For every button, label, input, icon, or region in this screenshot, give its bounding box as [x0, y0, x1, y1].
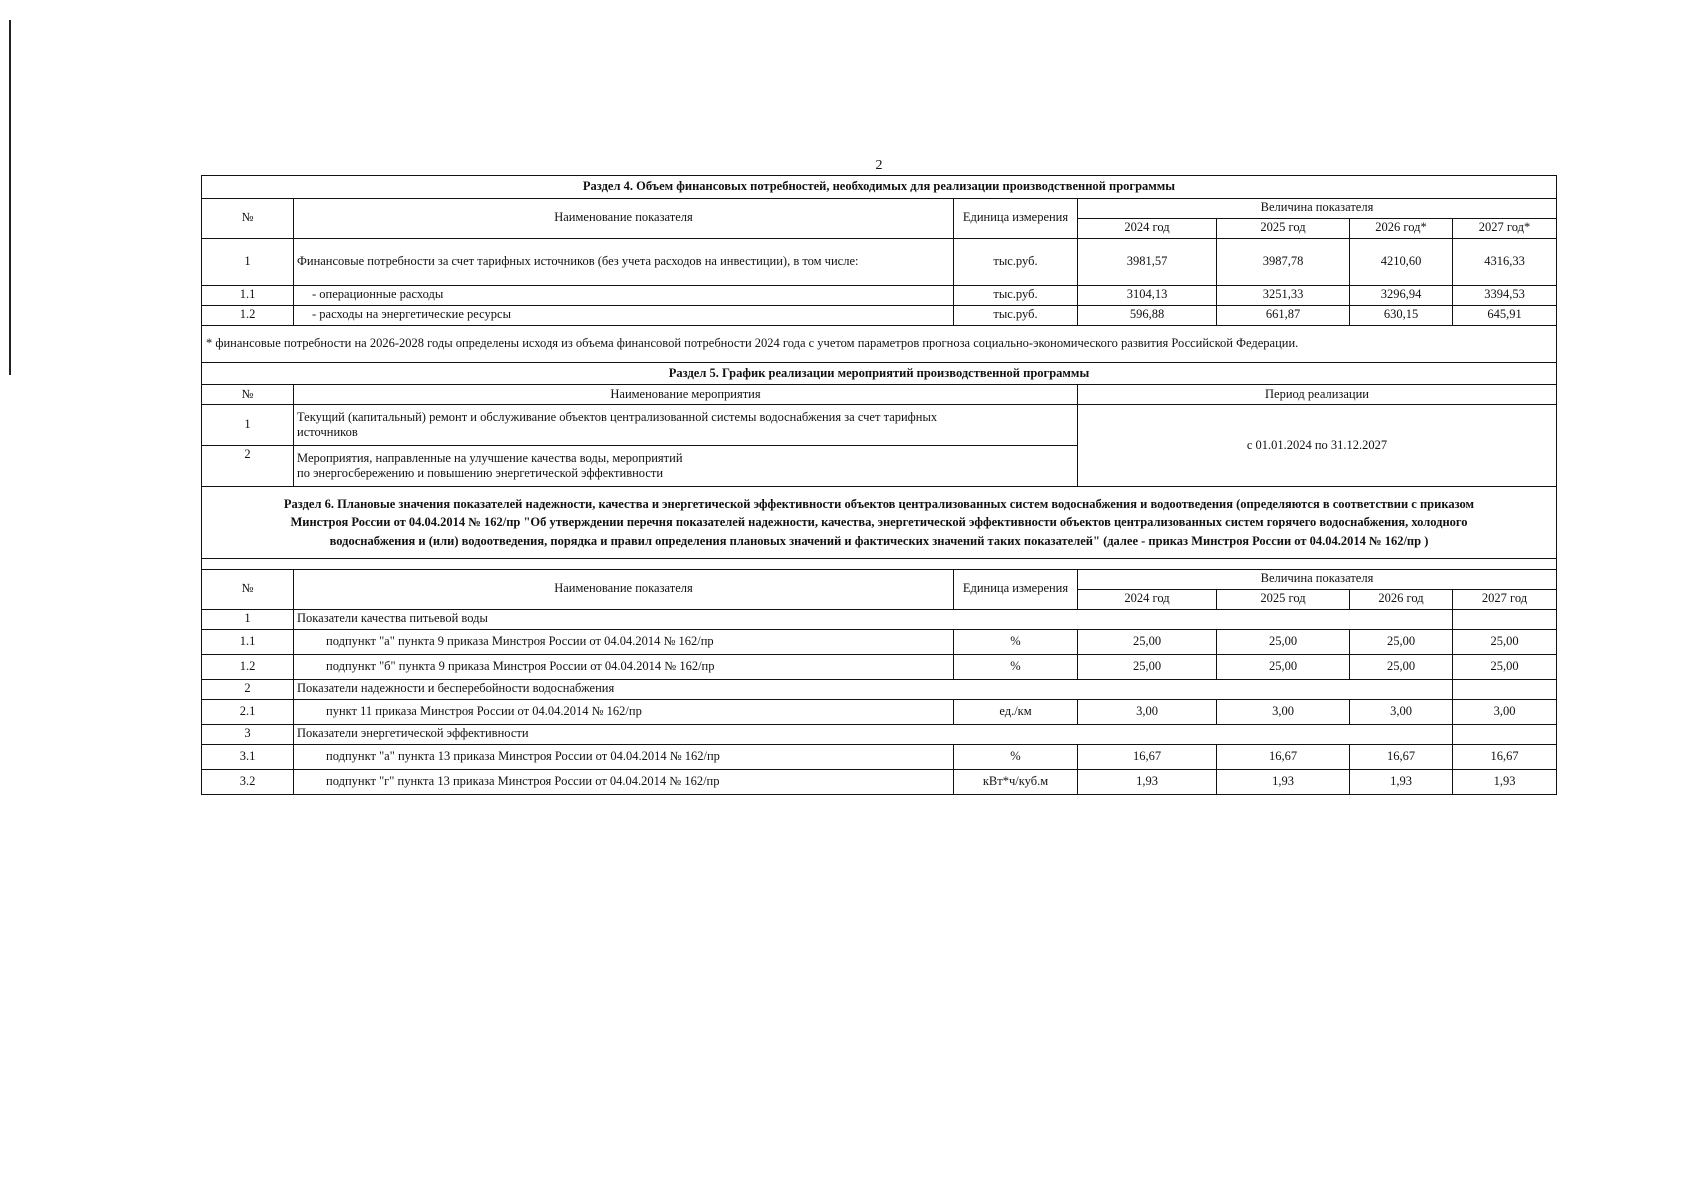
section4-header-row	[202, 198, 1557, 218]
header-year: 2026 год*	[1350, 218, 1453, 238]
table-row	[202, 238, 1557, 285]
header-num: №	[202, 198, 294, 238]
group-row	[202, 679, 1557, 699]
section6-title-line: Минстроя России от 04.04.2014 № 162/пр "Об утверждении перечня показателей надежности, качества, энергетической эффективности объектов централизованных систем горячего водоснабжения, холодного	[290, 515, 1468, 530]
period-value: с 01.01.2024 по 31.12.2027	[1078, 405, 1557, 487]
header-period: Период реализации	[1078, 385, 1557, 405]
row-value: 1,93	[1078, 769, 1217, 794]
spacer	[202, 558, 1557, 569]
header-num: №	[202, 569, 294, 609]
header-year: 2025 год	[1217, 589, 1350, 609]
header-year: 2026 год	[1350, 589, 1453, 609]
activity-name	[294, 446, 1078, 487]
header-num: №	[202, 385, 294, 405]
row-num: 1.2	[202, 305, 294, 325]
row-value: 4316,33	[1453, 238, 1557, 285]
header-name: Наименование показателя	[294, 198, 954, 238]
row-value: 3,00	[1078, 699, 1217, 724]
header-activity: Наименование мероприятия	[294, 385, 1078, 405]
row-value: 25,00	[1217, 629, 1350, 654]
page-number: 2	[875, 158, 883, 173]
header-value: Величина показателя	[1078, 569, 1557, 589]
table-row	[202, 629, 1557, 654]
row-value: 25,00	[1078, 629, 1217, 654]
table-row	[202, 769, 1557, 794]
row-num: 1.1	[202, 285, 294, 305]
header-unit: Единица измерения	[954, 569, 1078, 609]
row-value: 3,00	[1350, 699, 1453, 724]
row-num: 3.1	[202, 744, 294, 769]
group-row	[202, 609, 1557, 629]
row-name: подпункт "б" пункта 9 приказа Минстроя России от 04.04.2014 № 162/пр	[294, 654, 954, 679]
header-year: 2024 год	[1078, 218, 1217, 238]
row-value: 3251,33	[1217, 285, 1350, 305]
table-row	[202, 744, 1557, 769]
row-value: 630,15	[1350, 305, 1453, 325]
section4-note-row	[202, 325, 1557, 362]
section6-title	[202, 487, 1557, 558]
row-unit: %	[954, 744, 1078, 769]
row-num: 1	[202, 238, 294, 285]
row-unit: кВт*ч/куб.м	[954, 769, 1078, 794]
section6-title-row	[202, 487, 1557, 558]
row-value: 25,00	[1078, 654, 1217, 679]
table-row	[202, 405, 1557, 446]
header-year: 2027 год*	[1453, 218, 1557, 238]
row-num: 1.1	[202, 629, 294, 654]
row-num: 1.2	[202, 654, 294, 679]
section5-header-row	[202, 385, 1557, 405]
row-num: 1	[202, 405, 294, 446]
group-num: 1	[202, 609, 294, 629]
group-num: 2	[202, 679, 294, 699]
group-name: Показатели надежности и бесперебойности водоснабжения	[294, 679, 1453, 699]
row-value: 3,00	[1453, 699, 1557, 724]
section6-header-row	[202, 569, 1557, 589]
row-unit: ед./км	[954, 699, 1078, 724]
row-value: 25,00	[1350, 654, 1453, 679]
row-name: пункт 11 приказа Минстроя России от 04.04.2014 № 162/пр	[294, 699, 954, 724]
row-unit: %	[954, 629, 1078, 654]
row-unit: тыс.руб.	[954, 285, 1078, 305]
group-name: Показатели энергетической эффективности	[294, 724, 1453, 744]
row-value: 661,87	[1217, 305, 1350, 325]
row-value: 16,67	[1453, 744, 1557, 769]
document-body	[201, 175, 1556, 795]
row-unit: тыс.руб.	[954, 238, 1078, 285]
group-name: Показатели качества питьевой воды	[294, 609, 1453, 629]
row-value: 16,67	[1350, 744, 1453, 769]
row-name: подпункт "а" пункта 9 приказа Минстроя России от 04.04.2014 № 162/пр	[294, 629, 954, 654]
row-unit: тыс.руб.	[954, 305, 1078, 325]
scan-margin-line	[9, 20, 11, 375]
row-value: 25,00	[1217, 654, 1350, 679]
section4-title-row	[202, 176, 1557, 199]
section5-title-row	[202, 362, 1557, 385]
row-value: 4210,60	[1350, 238, 1453, 285]
header-unit: Единица измерения	[954, 198, 1078, 238]
row-value: 3394,53	[1453, 285, 1557, 305]
row-value: 645,91	[1453, 305, 1557, 325]
table-row	[202, 285, 1557, 305]
header-name: Наименование показателя	[294, 569, 954, 609]
row-name: подпункт "г" пункта 13 приказа Минстроя России от 04.04.2014 № 162/пр	[294, 769, 954, 794]
table-row	[202, 654, 1557, 679]
empty-cell	[1453, 609, 1557, 629]
row-name: - расходы на энергетические ресурсы	[294, 305, 954, 325]
row-value: 3987,78	[1217, 238, 1350, 285]
empty-cell	[1453, 679, 1557, 699]
row-name: подпункт "а" пункта 13 приказа Минстроя России от 04.04.2014 № 162/пр	[294, 744, 954, 769]
row-value: 16,67	[1078, 744, 1217, 769]
table-row	[202, 699, 1557, 724]
row-value: 3296,94	[1350, 285, 1453, 305]
header-year: 2027 год	[1453, 589, 1557, 609]
row-value: 3,00	[1217, 699, 1350, 724]
header-value: Величина показателя	[1078, 198, 1557, 218]
spacer-row	[202, 558, 1557, 569]
main-table	[201, 175, 1557, 795]
row-num: 3.2	[202, 769, 294, 794]
row-num: 2	[202, 446, 294, 487]
activity-name	[294, 405, 1078, 446]
activity-line: источников	[297, 425, 358, 440]
section4-title: Раздел 4. Объем финансовых потребностей, необходимых для реализации производственной программы	[202, 176, 1557, 199]
row-value: 25,00	[1350, 629, 1453, 654]
section6-title-line: водоснабжения и (или) водоотведения, порядка и правил определения плановых значений и фактических значений таких показателей" (далее - приказ Минстроя России от 04.04.2014 № 162/пр )	[329, 533, 1429, 548]
group-row	[202, 724, 1557, 744]
activity-line: по энергосбережению и повышению энергетической эффективности	[297, 466, 664, 481]
row-name: - операционные расходы	[294, 285, 954, 305]
activity-line: Мероприятия, направленные на улучшение качества воды, мероприятий	[297, 450, 683, 465]
row-value: 1,93	[1453, 769, 1557, 794]
row-value: 1,93	[1350, 769, 1453, 794]
row-value: 16,67	[1217, 744, 1350, 769]
section4-note: * финансовые потребности на 2026-2028 годы определены исходя из объема финансовой потребности 2024 года с учетом параметров прогноза социально-экономического развития Российской Федерации.	[202, 325, 1557, 362]
row-value: 25,00	[1453, 629, 1557, 654]
activity-line: Текущий (капитальный) ремонт и обслуживание объектов централизованной системы водоснабжения за счет тарифных	[297, 409, 938, 424]
row-value: 3981,57	[1078, 238, 1217, 285]
group-num: 3	[202, 724, 294, 744]
row-value: 1,93	[1217, 769, 1350, 794]
row-value: 3104,13	[1078, 285, 1217, 305]
header-year: 2025 год	[1217, 218, 1350, 238]
row-value: 25,00	[1453, 654, 1557, 679]
row-value: 596,88	[1078, 305, 1217, 325]
section6-title-line: Раздел 6. Плановые значения показателей надежности, качества и энергетической эффективности объектов централизованных систем водоснабжения и водоотведения (определяются в соответствии с приказом	[283, 497, 1475, 512]
row-name: Финансовые потребности за счет тарифных источников (без учета расходов на инвестиции), в том числе:	[294, 238, 954, 285]
section5-title: Раздел 5. График реализации мероприятий производственной программы	[202, 362, 1557, 385]
header-year: 2024 год	[1078, 589, 1217, 609]
row-num: 2.1	[202, 699, 294, 724]
table-row	[202, 305, 1557, 325]
empty-cell	[1453, 724, 1557, 744]
row-unit: %	[954, 654, 1078, 679]
